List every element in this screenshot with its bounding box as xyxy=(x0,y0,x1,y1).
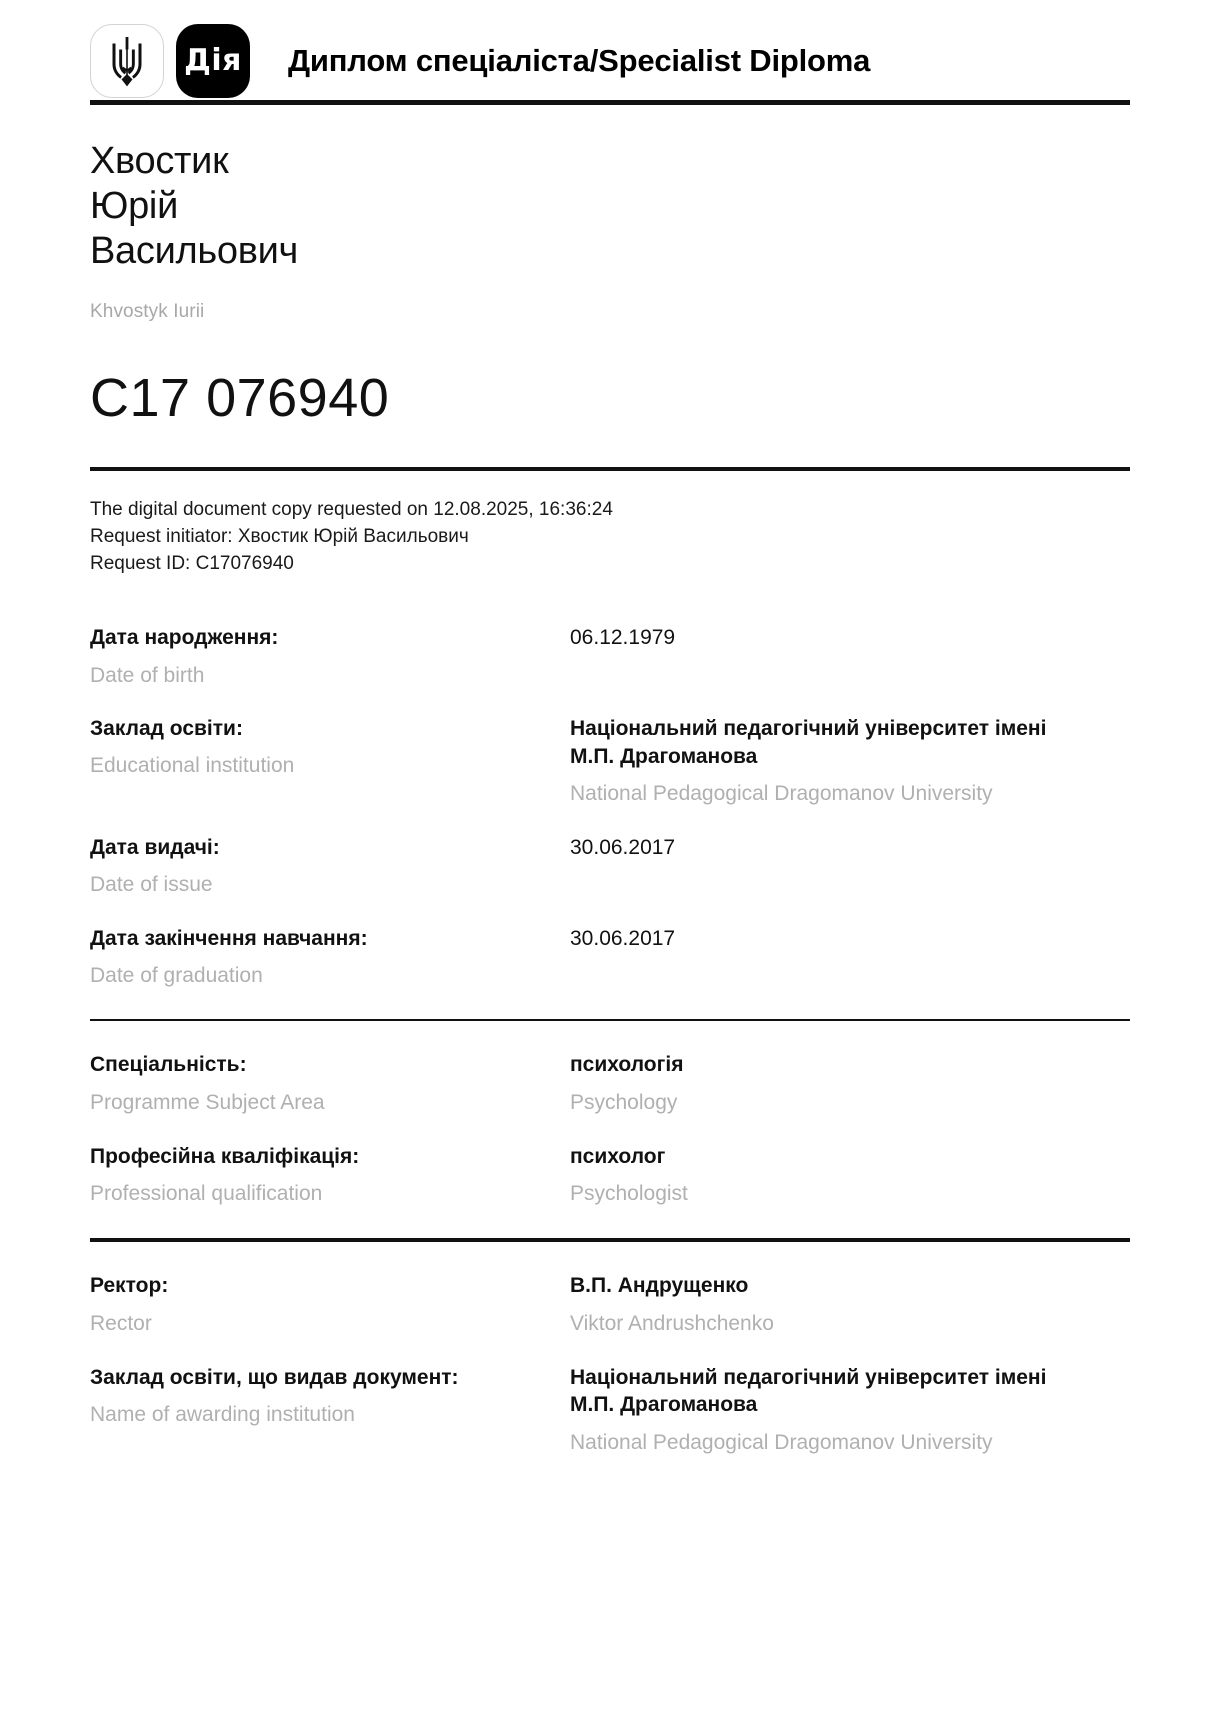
field-value-en: National Pedagogical Dragomanov University xyxy=(570,782,993,806)
fields-section-signatories xyxy=(90,1242,1130,1457)
field-value xyxy=(570,1272,1070,1337)
field-row xyxy=(90,1143,1130,1208)
field-value-ua: психологія xyxy=(570,1053,684,1077)
field-value-ua: 06.12.1979 xyxy=(570,626,676,650)
field-label-ua: Дата видачі: xyxy=(90,836,220,860)
field-value xyxy=(570,834,1070,862)
field-row xyxy=(90,1051,1130,1116)
field-label-en: Programme Subject Area xyxy=(90,1090,325,1114)
field-value-ua: Національний педагогічний університет імені М.П. Драгоманова xyxy=(570,716,1047,768)
field-value-ua: Національний педагогічний університет імені М.П. Драгоманова xyxy=(570,1365,1047,1417)
field-value-en: Viktor Andrushchenko xyxy=(570,1311,774,1335)
patronymic: Васильович xyxy=(90,229,299,272)
field-value xyxy=(570,715,1070,808)
document-header xyxy=(90,0,1130,100)
field-value-ua: 30.06.2017 xyxy=(570,926,676,950)
field-label-en: Rector xyxy=(90,1311,152,1335)
field-label xyxy=(90,715,570,780)
field-label-en: Date of graduation xyxy=(90,964,263,988)
field-label-ua: Заклад освіти, що видав документ: xyxy=(90,1365,459,1389)
field-label xyxy=(90,1272,570,1337)
field-row xyxy=(90,624,1130,689)
field-row xyxy=(90,834,1130,899)
ukraine-trident-icon xyxy=(90,24,164,98)
field-value-en: National Pedagogical Dragomanov University xyxy=(570,1431,993,1455)
field-label xyxy=(90,925,570,990)
field-value xyxy=(570,925,1070,953)
field-label-en: Professional qualification xyxy=(90,1182,323,1206)
field-label xyxy=(90,1364,570,1429)
field-row xyxy=(90,715,1130,808)
field-row xyxy=(90,1364,1130,1457)
field-label xyxy=(90,1143,570,1208)
full-name xyxy=(90,139,1130,273)
field-label-ua: Дата народження: xyxy=(90,626,279,650)
field-value-en: Psychologist xyxy=(570,1182,688,1206)
document-number: С17 076940 xyxy=(90,368,390,429)
field-label xyxy=(90,624,570,689)
field-label xyxy=(90,834,570,899)
given-name: Юрій xyxy=(90,184,178,227)
field-label-ua: Спеціальність: xyxy=(90,1053,247,1077)
field-value-ua: В.П. Андрущенко xyxy=(570,1274,749,1298)
field-label-en: Date of issue xyxy=(90,873,213,897)
field-value xyxy=(570,1051,1070,1116)
field-label xyxy=(90,1051,570,1116)
field-label-ua: Дата закінчення навчання: xyxy=(90,926,368,950)
name-transliteration: Khvostyk Iurii xyxy=(90,301,205,323)
field-value xyxy=(570,1143,1070,1208)
field-label-ua: Ректор: xyxy=(90,1274,169,1298)
field-value xyxy=(570,624,1070,652)
field-value xyxy=(570,1364,1070,1457)
field-value-ua: 30.06.2017 xyxy=(570,836,676,860)
diia-logo xyxy=(176,24,250,98)
fields-section-qualification xyxy=(90,1021,1130,1238)
field-value-ua: психолог xyxy=(570,1144,666,1168)
surname: Хвостик xyxy=(90,140,229,182)
field-label-en: Date of birth xyxy=(90,663,205,687)
request-initiator-line: Request initiator: Хвостик Юрій Васильович xyxy=(90,526,469,548)
field-row xyxy=(90,925,1130,990)
request-timestamp-line: The digital document copy requested on 12.08.2025, 16:36:24 xyxy=(90,499,613,521)
fields-section-general xyxy=(90,588,1130,1019)
field-label-ua: Професійна кваліфікація: xyxy=(90,1144,360,1168)
diia-logo-label: Дія xyxy=(184,43,242,78)
field-label-ua: Заклад освіти: xyxy=(90,716,243,740)
field-row xyxy=(90,1272,1130,1337)
field-value-en: Psychology xyxy=(570,1091,678,1115)
field-label-en: Name of awarding institution xyxy=(90,1402,355,1426)
identity-block xyxy=(90,105,1130,429)
page-title: Диплом спеціаліста/Specialist Diploma xyxy=(288,43,871,78)
field-label-en: Educational institution xyxy=(90,754,295,778)
request-id-line: Request ID: C17076940 xyxy=(90,553,294,575)
request-meta-block xyxy=(90,471,1130,588)
